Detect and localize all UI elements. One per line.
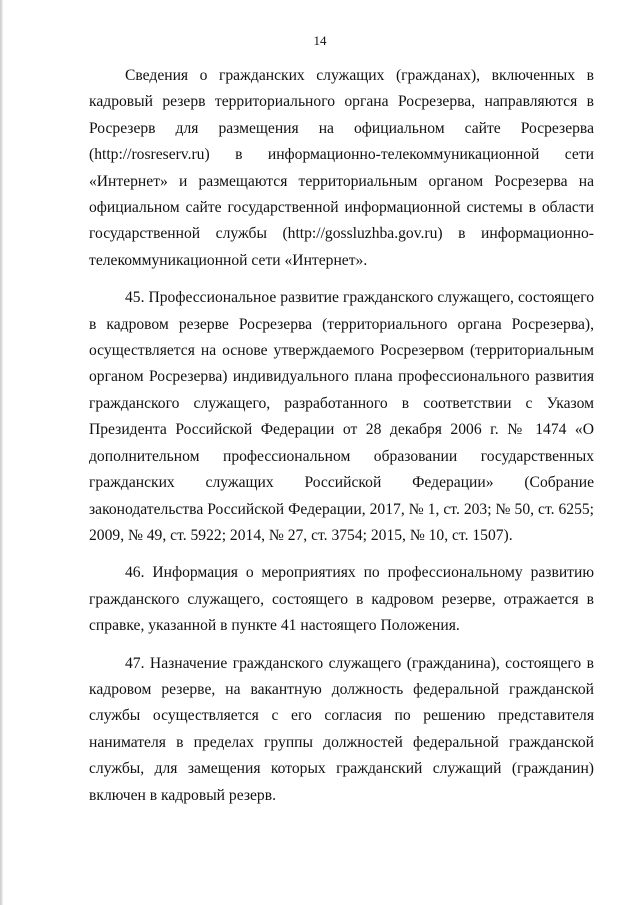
paragraph-45: 45. Профессиональное развитие гражданского служащего, состоящего в кадровом резерве Росрезерва (территориального органа Росрезерва), осуществляется на основе утверждаемого Росрезервом (территориальным органом Росрезерва) индивидуального плана профессионального развития гражданского служащего, разработанного в соответствии с Указом Президента Российской Федерации от 28 декабря 2006 г. № 1474 «О дополнительном профессиональном образовании государственных гражданских служащих Российской Федерации» (Собрание законодательства Российской Федерации, 2017, № 1, ст. 203; № 50, ст. 6255; 2009, № 49, ст. 5922; 2014, № 27, ст. 3754; 2015, № 10, ст. 1507).	[89, 289, 594, 544]
page-number: 14	[313, 33, 327, 48]
document-body	[89, 63, 594, 820]
paragraph-reserve-info: Сведения о гражданских служащих (гражданах), включенных в кадровый резерв территориального органа Росрезерва, направляются в Росрезерв для размещения на официальном сайте Росрезерва (http://rosreserv.ru) в информационно-телекоммуникационной сети «Интернет» и размещаются территориальным органом Росрезерва на официальном сайте государственной информационной системы в области государственной службы (http://gossluzhba.gov.ru) в информационно-телекоммуникационной сети «Интернет».	[89, 67, 594, 269]
paragraph-46: 46. Информация о мероприятиях по профессиональному развитию гражданского служащего, состоящего в кадровом резерве, отражается в справке, указанной в пункте 41 настоящего Положения.	[89, 564, 594, 635]
scan-edge	[0, 0, 3, 905]
paragraph-47: 47. Назначение гражданского служащего (гражданина), состоящего в кадровом резерве, на вакантную должность федеральной гражданской службы осуществляется с его согласия по решению представителя нанимателя в пределах группы должностей федеральной гражданской службы, для замещения которых гражданский служащий (гражданин) включен в кадровый резерв.	[89, 654, 594, 804]
